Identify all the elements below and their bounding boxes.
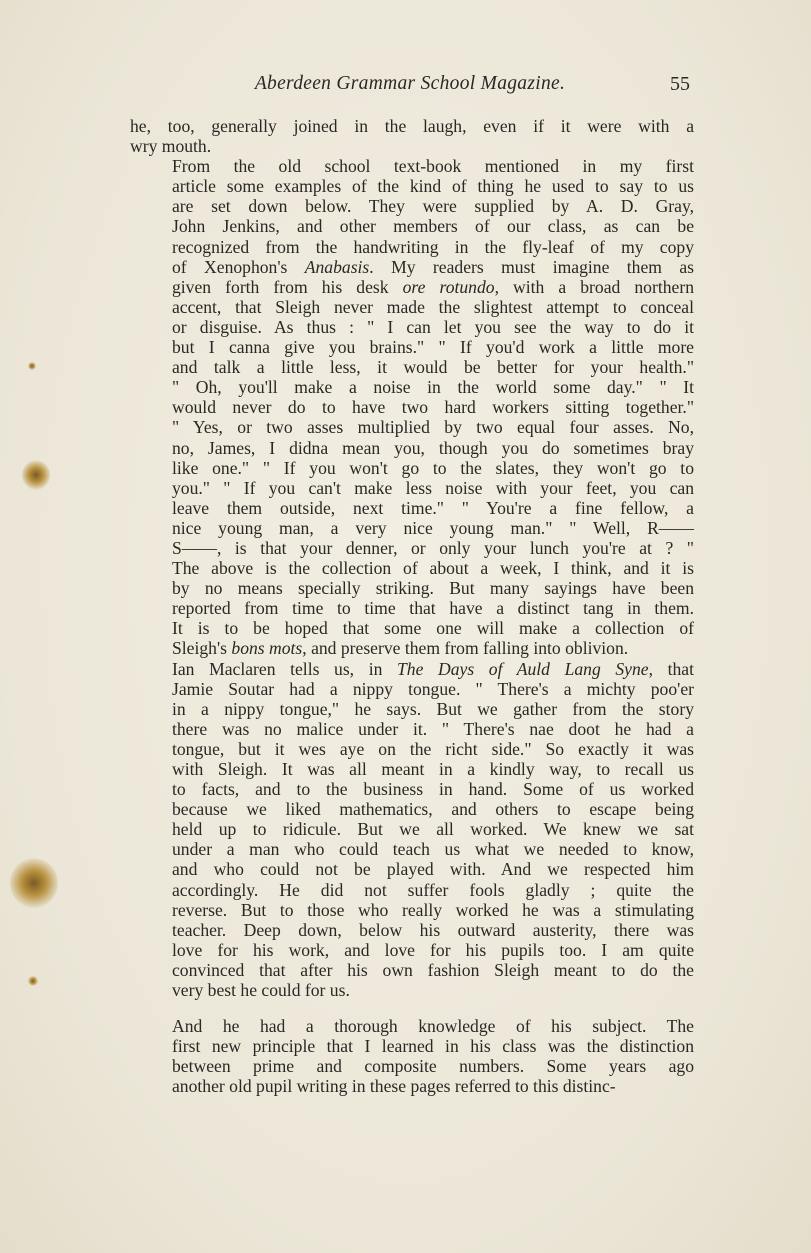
- text-line: accordingly. He did not suffer fools gladly ; quite the: [172, 879, 694, 900]
- text-line: under a man who could teach us what we needed to know,: [172, 839, 694, 860]
- paragraph: [130, 1016, 694, 1096]
- text-line: he, too, generally joined in the laugh, even if it were with a: [130, 116, 694, 136]
- text-line: because we liked mathematics, and others to escape being: [172, 799, 694, 820]
- foxing-spot: [22, 460, 50, 490]
- text-line: Sleigh's bons mots, and preserve them from falling into oblivion.: [172, 638, 629, 659]
- text-line: It is to be hoped that some one will make a collection of: [172, 618, 694, 639]
- text-line: and talk a little less, it would be better for your health.": [172, 357, 694, 378]
- text-line: " Oh, you'll make a noise in the world some day." " It: [172, 377, 694, 398]
- text-line: with Sleigh. It was all meant in a kindly way, to recall us: [172, 759, 694, 779]
- text-line: no, James, I didna mean you, though you do sometimes bray: [172, 437, 694, 458]
- text-line: wry mouth.: [130, 136, 212, 157]
- text-line: John Jenkins, and other members of our class, as can be: [172, 216, 694, 237]
- text-line: of Xenophon's Anabasis. My readers must imagine them as: [172, 256, 695, 277]
- foxing-spot: [10, 858, 58, 908]
- text-line: And he had a thorough knowledge of his subject. The: [172, 1016, 694, 1037]
- text-line: by no means specially striking. But many sayings have been: [172, 578, 694, 599]
- page-number: 55: [670, 73, 690, 95]
- text-line: but I canna give you brains." " If you'd work a little more: [172, 337, 694, 358]
- text-line: first new principle that I learned in his class was the distinction: [172, 1036, 694, 1057]
- text-line: reverse. But to those who really worked he was a stimulating: [172, 899, 694, 920]
- italic-phrase: Anabasis: [304, 256, 370, 277]
- text-line: nice young man, a very nice young man." " Well, R——: [172, 517, 694, 538]
- italic-phrase: ore rotundo: [402, 276, 495, 297]
- text-line: S——, is that your denner, or only your lunch you're at ? ": [172, 537, 694, 558]
- italic-phrase: bons mots: [231, 638, 303, 659]
- text-line: you." " If you can't make less noise with your feet, you can: [172, 477, 694, 498]
- text-line: From the old school text-book mentioned in my first: [172, 156, 694, 177]
- text-line: held up to ridicule. But we all worked. We knew we sat: [172, 819, 694, 840]
- text-line: to facts, and to the business in hand. Some of us worked: [172, 779, 694, 800]
- text-line: very best he could for us.: [172, 980, 350, 1001]
- article-body: [130, 116, 694, 1097]
- text-line: between prime and composite numbers. Some years ago: [172, 1056, 694, 1077]
- text-line: recognized from the handwriting in the fly-leaf of my copy: [172, 236, 694, 257]
- text-line: given forth from his desk ore rotundo, with a broad northern: [172, 276, 694, 297]
- foxing-spot: [28, 976, 38, 986]
- text-line: are set down below. They were supplied by A. D. Gray,: [172, 196, 694, 217]
- foxing-spot: [28, 362, 36, 370]
- text-line: would never do to have two hard workers sitting together.": [172, 397, 694, 418]
- paragraph: [130, 116, 694, 156]
- paragraph: [130, 659, 694, 1001]
- text-line: Jamie Soutar had a nippy tongue. " There's a michty poo'er: [172, 678, 694, 699]
- text-line: convinced that after his own fashion Sleigh meant to do the: [172, 959, 694, 980]
- text-line: love for his work, and love for his pupils too. I am quite: [172, 939, 694, 960]
- text-line: another old pupil writing in these pages referred to this distinc-: [172, 1076, 616, 1097]
- text-line: tongue, but it wes aye on the richt side." So exactly it was: [172, 738, 694, 759]
- text-line: or disguise. As thus : " I can let you see the way to do it: [172, 316, 694, 337]
- text-line: " Yes, or two asses multiplied by two equal four asses. No,: [172, 417, 694, 438]
- italic-phrase: The Days of Auld Lang Syne: [397, 658, 649, 679]
- text-line: there was no malice under it. " There's nae doot he had a: [172, 718, 694, 739]
- text-line: in a nippy tongue," he says. But we gather from the story: [172, 698, 694, 719]
- text-line: teacher. Deep down, below his outward austerity, there was: [172, 919, 694, 940]
- text-line: Ian Maclaren tells us, in The Days of Auld Lang Syne, that: [172, 658, 694, 679]
- text-line: leave them outside, next time." " You're a fine fellow, a: [172, 497, 694, 518]
- text-line: The above is the collection of about a week, I think, and it is: [172, 558, 694, 579]
- text-line: article some examples of the kind of thing he used to say to us: [172, 176, 694, 197]
- page-header: [130, 73, 690, 99]
- text-line: like one." " If you won't go to the slates, they won't go to: [172, 457, 694, 478]
- text-line: and who could not be played with. And we respected him: [172, 859, 694, 880]
- text-line: accent, that Sleigh never made the slightest attempt to conceal: [172, 296, 694, 317]
- running-title: Aberdeen Grammar School Magazine.: [254, 73, 566, 94]
- text-line: reported from time to time that have a distinct tang in them.: [172, 598, 694, 619]
- paragraph: [130, 156, 694, 658]
